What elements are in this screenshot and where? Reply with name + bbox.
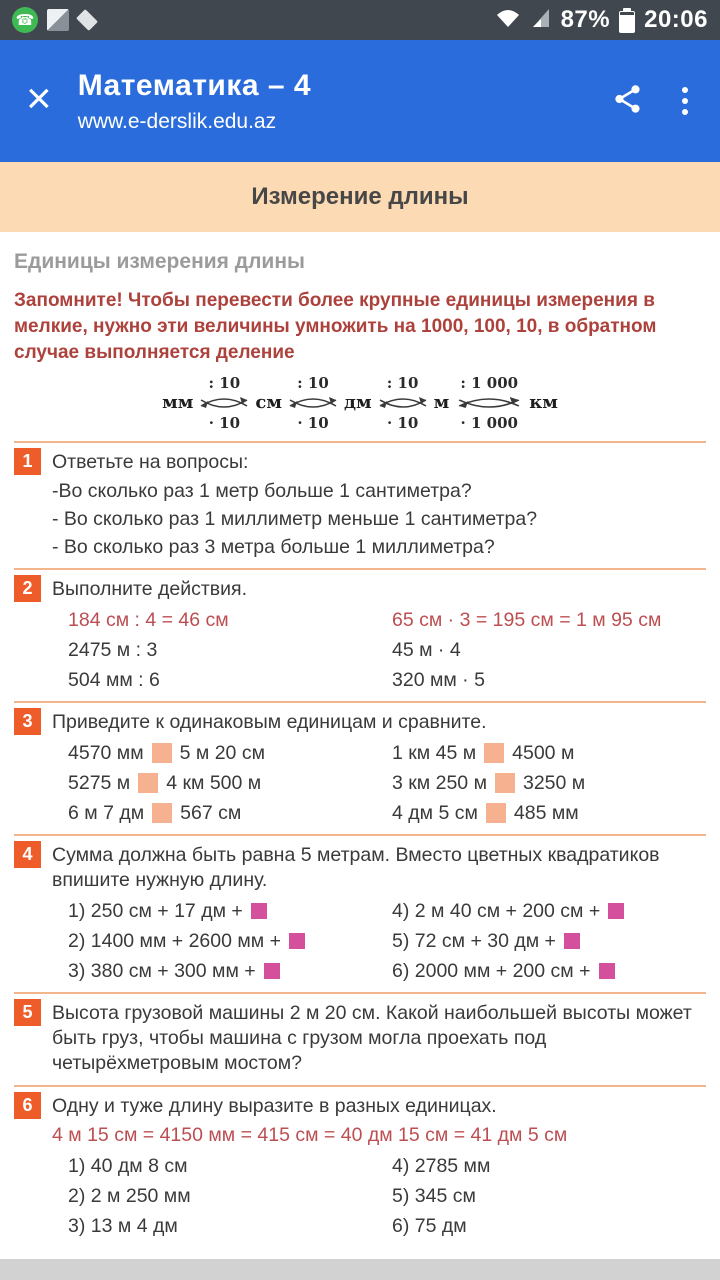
task-item: 320 мм · 5 xyxy=(392,668,485,691)
notification-icon xyxy=(47,9,69,31)
battery-icon xyxy=(619,8,635,33)
task-item: 6) 75 дм xyxy=(392,1214,467,1237)
task-item: 2475 м : 3 xyxy=(68,638,158,661)
header-titles xyxy=(78,69,311,134)
page-end-area xyxy=(0,1259,720,1280)
answer-placeholder-square xyxy=(289,933,305,949)
answer-placeholder-square xyxy=(251,903,267,919)
comparison-placeholder-square xyxy=(484,743,504,763)
question-line: - Во сколько раз 1 миллиметр меньше 1 сантиметра? xyxy=(52,507,538,530)
status-bar[interactable] xyxy=(0,0,720,40)
exercise-number-badge: 6 xyxy=(14,1092,41,1119)
exercise-title: Выполните действия. xyxy=(52,577,248,600)
task-item: 1) 40 дм 8 см xyxy=(68,1154,188,1177)
unit-label: м xyxy=(433,392,450,414)
share-button[interactable] xyxy=(614,84,642,119)
comparison-item: 4570 мм 5 м 20 см xyxy=(68,741,265,764)
exercise-title: Ответьте на вопросы: xyxy=(52,450,249,473)
conversion-arrows: : 10 · 10 xyxy=(284,375,342,431)
comparison-item: 3 км 250 м 3250 м xyxy=(392,771,586,794)
answer-placeholder-square xyxy=(264,963,280,979)
sum-item: 1) 250 см + 17 дм + xyxy=(68,900,382,923)
comparison-placeholder-square xyxy=(138,773,158,793)
answer-placeholder-square xyxy=(564,933,580,949)
notification-icons xyxy=(12,7,96,33)
task-item: 504 мм : 6 xyxy=(68,668,160,691)
sum-item: 6) 2000 мм + 200 см + xyxy=(392,960,706,983)
answer-placeholder-square xyxy=(599,963,615,979)
sum-item: 5) 72 см + 30 дм + xyxy=(392,930,706,953)
exercise-5 xyxy=(14,992,706,1085)
unit-conversion-diagram xyxy=(14,375,706,431)
battery-percent: 87% xyxy=(560,6,611,33)
sum-item: 2) 1400 мм + 2600 мм + xyxy=(68,930,382,953)
task-item: 2) 2 м 250 мм xyxy=(68,1184,191,1207)
comparison-item: 1 км 45 м 4500 м xyxy=(392,741,575,764)
whatsapp-icon: ☎ xyxy=(12,7,38,33)
app-header xyxy=(0,40,720,162)
sum-item: 3) 380 см + 300 мм + xyxy=(68,960,382,983)
exercise-3 xyxy=(14,701,706,834)
exercise-title: Сумма должна быть равна 5 метрам. Вместо цветных квадратиков впишите нужную длину. xyxy=(52,843,660,891)
task-item: 45 м · 4 xyxy=(392,638,461,661)
comparison-placeholder-square xyxy=(486,803,506,823)
conversion-arrows: : 10 · 10 xyxy=(374,375,432,431)
question-line: -Во сколько раз 1 метр больше 1 сантиметра? xyxy=(52,479,472,502)
section-heading: Единицы измерения длины xyxy=(14,250,305,273)
lesson-title: Измерение длины xyxy=(251,183,469,210)
signal-icon xyxy=(530,7,552,34)
exercise-number-badge: 4 xyxy=(14,841,41,868)
overflow-menu-button[interactable] xyxy=(678,83,692,119)
wifi-icon xyxy=(495,7,521,34)
exercise-number-badge: 3 xyxy=(14,708,41,735)
exercise-number-badge: 2 xyxy=(14,575,41,602)
unit-label: мм xyxy=(162,392,194,414)
comparison-item: 6 м 7 дм 567 см xyxy=(68,801,242,824)
exercise-title: Приведите к одинаковым единицам и сравните. xyxy=(52,710,487,733)
exercise-4 xyxy=(14,834,706,992)
conversion-arrows: : 10 · 10 xyxy=(195,375,253,431)
conversion-arrows: : 1 000 · 1 000 xyxy=(460,373,519,432)
solved-example: 184 см : 4 = 46 см xyxy=(68,608,229,631)
lesson-banner xyxy=(0,162,720,232)
close-button[interactable]: × xyxy=(26,74,52,123)
task-item: 5) 345 см xyxy=(392,1184,476,1207)
question-line: - Во сколько раз 3 метра больше 1 миллиметра? xyxy=(52,535,495,558)
lesson-content[interactable] xyxy=(0,232,720,1247)
answer-placeholder-square xyxy=(608,903,624,919)
task-item: 4) 2785 мм xyxy=(392,1154,491,1177)
comparison-item: 4 дм 5 см 485 мм xyxy=(392,801,579,824)
system-status-icons xyxy=(495,6,708,34)
task-item: 3) 13 м 4 дм xyxy=(68,1214,178,1237)
app-title: Математика – 4 xyxy=(77,68,312,102)
exercise-1 xyxy=(14,441,706,568)
clock: 20:06 xyxy=(644,6,708,33)
comparison-placeholder-square xyxy=(152,743,172,763)
exercise-6 xyxy=(14,1085,706,1247)
education-app-icon xyxy=(76,9,98,31)
comparison-placeholder-square xyxy=(152,803,172,823)
comparison-placeholder-square xyxy=(495,773,515,793)
comparison-item: 5275 м 4 км 500 м xyxy=(68,771,262,794)
solved-example: 65 см · 3 = 195 см = 1 м 95 см xyxy=(392,608,662,631)
exercise-number-badge: 5 xyxy=(14,999,41,1026)
unit-label: дм xyxy=(343,392,372,414)
exercise-title: Одну и туже длину выразите в разных единицах. xyxy=(52,1094,497,1117)
word-problem-text: Высота грузовой машины 2 м 20 см. Какой наибольшей высоты может быть груз, чтобы машина с грузом могла проехать под четырёхметровым мостом? xyxy=(52,1001,692,1074)
solved-example: 4 м 15 см = 4150 мм = 415 см = 40 дм 15 см = 41 дм 5 см xyxy=(52,1123,568,1146)
unit-label: км xyxy=(529,392,558,414)
sum-item: 4) 2 м 40 см + 200 см + xyxy=(392,900,706,923)
page-url: www.e-derslik.edu.az xyxy=(77,109,277,133)
unit-label: см xyxy=(255,392,282,414)
exercise-2 xyxy=(14,568,706,701)
exercise-number-badge: 1 xyxy=(14,448,41,475)
reminder-note: Запомните! Чтобы перевести более крупные единицы измерения в мелкие, нужно эти величины умножить на 1000, 100, 10, в обратном случае выполняется деление xyxy=(14,290,657,364)
